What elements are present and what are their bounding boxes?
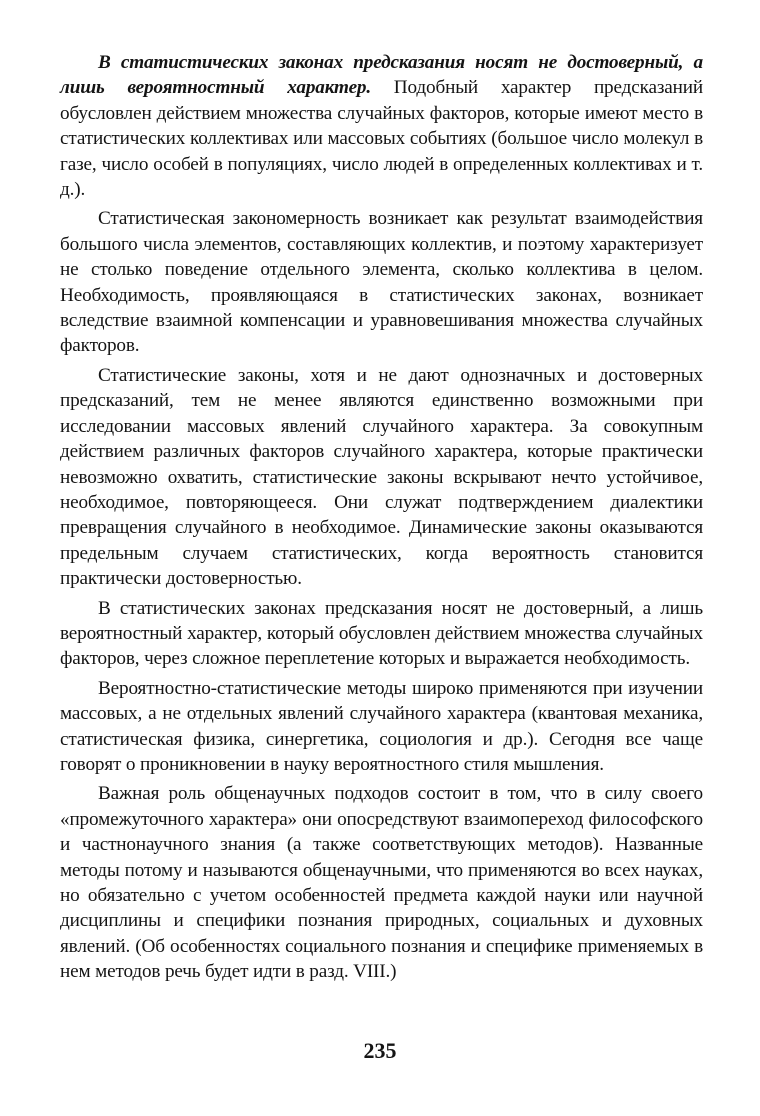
paragraph-1-lead: В статистических законах предсказания носят не достоверный, а лишь вероятностный характер. — [60, 52, 703, 99]
paragraph-1-text: Подобный характер предсказаний обусловлен действием множества случайных факторов, которые имеют место в статистических коллективах или массовых событиях (большое число молекул в газе, число особей в популяциях, число людей в определенных коллективах и т. д.). — [60, 77, 703, 201]
paragraph-4: В статистических законах предсказания носят не достоверный, а лишь вероятностный характер, который обусловлен действием множества случайных факторов, через сложное переплетение которых и выражается необходимость. — [60, 597, 703, 670]
paragraph-5: Вероятностно-статистические методы широко применяются при изучении массовых, а не отдельных явлений случайного характера (квантовая механика, статистическая физика, синергетика, социология и др.). Сегодня все чаще говорят о проникновении в науку вероятностного стиля мышления. — [60, 677, 703, 775]
paragraph-6: Важная роль общенаучных подходов состоит в том, что в силу своего «промежуточного характера» они опосредствуют взаимопереход философского и частнонаучного знания (а также соответствующих методов). Названные методы потому и называются общенаучными, что применяются во всех науках, но обязательно с учетом особенностей предмета каждой науки или научной дисциплины и специфики познания природных, социальных и духовных явлений. (Об особенностях социального познания и специфике применяемых в нем методов речь будет идти в разд. VIII.) — [60, 783, 703, 983]
paragraph-2: Статистическая закономерность возникает как результат взаимодействия большого числа элементов, составляющих коллектив, и поэтому характеризует не столько поведение отдельного элемента, сколько коллектива в целом. Необходимость, проявляющаяся в статистических законах, возникает вследствие взаимной компенсации и уравновешивания множества случайных факторов. — [60, 208, 703, 357]
page-body — [60, 50, 703, 985]
paragraph-3: Статистические законы, хотя и не дают однозначных и достоверных предсказаний, тем не менее являются единственно возможными при исследовании массовых явлений случайного характера. За совокупным действием различных факторов случайного характера, которые практически невозможно охватить, статистические законы вскрывают нечто устойчивое, необходимое, повторяющееся. Они служат подтверждением диалектики превращения случайного в необходимое. Динамические законы оказываются предельным случаем статистических, когда вероятность становится практически достоверностью. — [60, 364, 703, 590]
page-number: 235 — [363, 1038, 397, 1063]
paragraph-1 — [60, 50, 703, 202]
